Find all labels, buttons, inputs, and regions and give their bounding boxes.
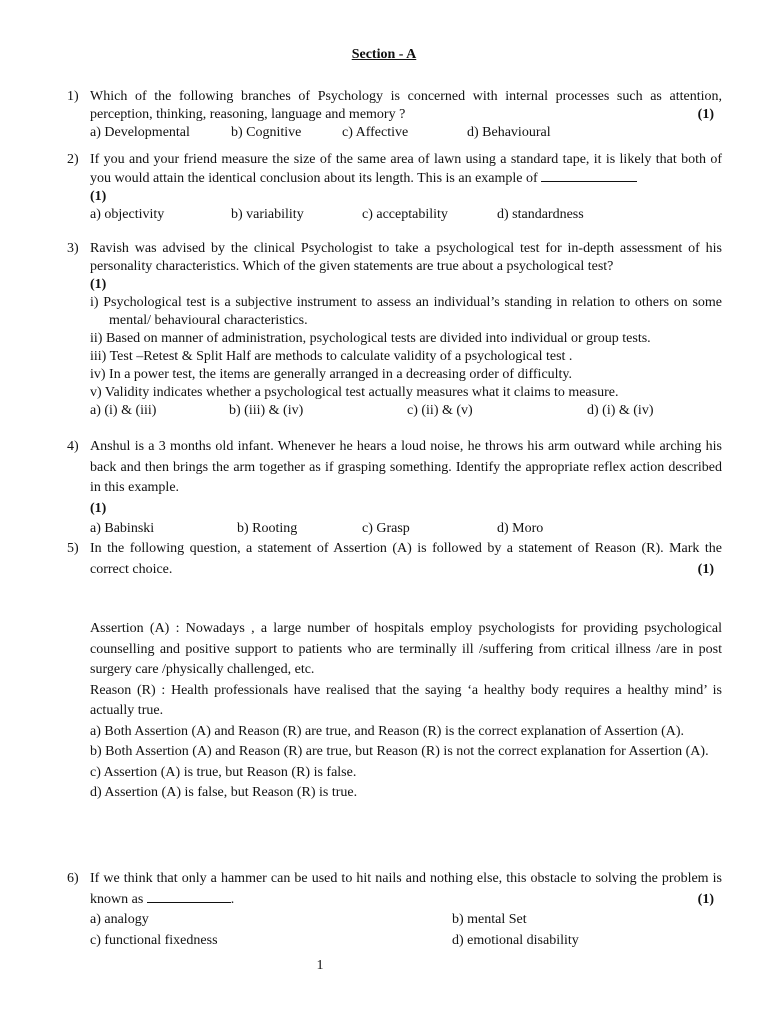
- option-a: a) Both Assertion (A) and Reason (R) are true, and Reason (R) is the correct explanation of Assertion (A).: [90, 723, 685, 739]
- question-number: 4): [67, 439, 79, 454]
- question-number: 3): [67, 241, 79, 256]
- statement-1: i) Psychological test is a subjective instrument to assess an individual’s standing in relation to others on some mental/ behavioural characteristics.: [90, 295, 722, 328]
- answer-blank: [541, 169, 637, 182]
- marks-label: (1): [697, 561, 714, 577]
- option-a: a) Developmental: [90, 125, 190, 140]
- options-row: [90, 206, 722, 224]
- statement-3: iii) Test –Retest & Split Half are methods to calculate validity of a psychological test .: [90, 349, 573, 364]
- question-text: Which of the following branches of Psychology is concerned with internal processes such as attention, perception, thinking, reasoning, language and memory ?: [90, 89, 722, 122]
- option-a: a) (i) & (iii): [90, 403, 157, 418]
- section-title: Section - A: [351, 47, 417, 62]
- option-c: c) Affective: [342, 125, 409, 140]
- option-d: d) Behavioural: [467, 125, 551, 140]
- option-b: b) Cognitive: [231, 125, 302, 140]
- assertion-text: Assertion (A) : Nowadays , a large number of hospitals employ psychologists for providing psychological counselling and positive support to patients who are terminally ill /suffering from critical illness /are in post surgery care /physically challenged, etc.: [90, 621, 722, 677]
- marks-label: (1): [90, 500, 107, 516]
- option-d: d) standardness: [497, 207, 584, 222]
- option-b: b) (iii) & (iv): [229, 403, 304, 418]
- option-c: c) Grasp: [362, 521, 410, 536]
- option-c: c) (ii) & (v): [407, 403, 473, 418]
- question-number: 2): [67, 152, 79, 167]
- question-5: [67, 539, 722, 804]
- options-row-2: [90, 931, 722, 952]
- marks-label: (1): [90, 277, 107, 292]
- option-d: d) emotional disability: [452, 932, 579, 948]
- question-number: 1): [67, 89, 79, 104]
- options-row: [90, 519, 722, 539]
- question-6: [67, 869, 722, 951]
- option-a: a) objectivity: [90, 207, 165, 222]
- page-number: 1: [316, 958, 324, 973]
- question-number: 5): [67, 541, 79, 556]
- option-d: d) (i) & (iv): [587, 403, 654, 418]
- statement-4: iv) In a power test, the items are generally arranged in a decreasing order of difficulty.: [90, 367, 573, 382]
- option-a: a) Babinski: [90, 521, 155, 536]
- option-b: b) variability: [231, 207, 304, 222]
- options-row: [90, 402, 722, 420]
- option-b: b) mental Set: [452, 912, 527, 927]
- option-d: d) Assertion (A) is false, but Reason (R) is true.: [90, 785, 358, 800]
- question-text: If you and your friend measure the size of the same area of lawn using a standard tape, it is likely that both of you would attain the identical conclusion about its length. This is an example of: [90, 152, 722, 186]
- option-b: b) Rooting: [237, 521, 298, 536]
- option-d: d) Moro: [497, 521, 544, 536]
- option-c: c) acceptability: [362, 207, 448, 222]
- option-b: b) Both Assertion (A) and Reason (R) are true, but Reason (R) is not the correct explanation for Assertion (A).: [90, 744, 709, 759]
- option-c: c) Assertion (A) is true, but Reason (R) is false.: [90, 764, 357, 780]
- statement-5: v) Validity indicates whether a psychological test actually measures what it claims to measure.: [90, 385, 619, 400]
- marks-label: (1): [90, 189, 107, 204]
- marks-label: (1): [697, 107, 714, 122]
- question-text: If we think that only a hammer can be used to hit nails and nothing else, this obstacle to solving the problem is known as: [90, 871, 722, 907]
- question-text: Ravish was advised by the clinical Psychologist to take a psychological test for in-depth assessment of his personality characteristics. Which of the given statements are true about a psychological test?: [90, 241, 722, 274]
- question-text-end: .: [230, 891, 235, 907]
- reason-text: Reason (R) : Health professionals have realised that the saying ‘a healthy body requires a healthy mind’ is actually true.: [90, 682, 722, 718]
- option-c: c) functional fixedness: [90, 932, 218, 948]
- options-row-1: [90, 910, 722, 931]
- question-4: [67, 437, 722, 539]
- question-1: [67, 88, 722, 142]
- question-2: [67, 151, 722, 224]
- question-text: Anshul is a 3 months old infant. Whenever he hears a loud noise, he throws his arm outward while arching his back and then brings the arm together as if grasping something. Identify the appropriate reflex action described in this example.: [90, 439, 722, 495]
- question-number: 6): [67, 871, 79, 886]
- question-3: [67, 240, 722, 420]
- marks-label: (1): [697, 891, 714, 907]
- options-row: [90, 124, 722, 142]
- option-a: a) analogy: [90, 912, 149, 927]
- question-text: In the following question, a statement of Assertion (A) is followed by a statement of Reason (R). Mark the correct choice.: [90, 541, 722, 577]
- statement-2: ii) Based on manner of administration, psychological tests are divided into individual or group tests.: [90, 331, 651, 346]
- answer-blank: [147, 890, 231, 903]
